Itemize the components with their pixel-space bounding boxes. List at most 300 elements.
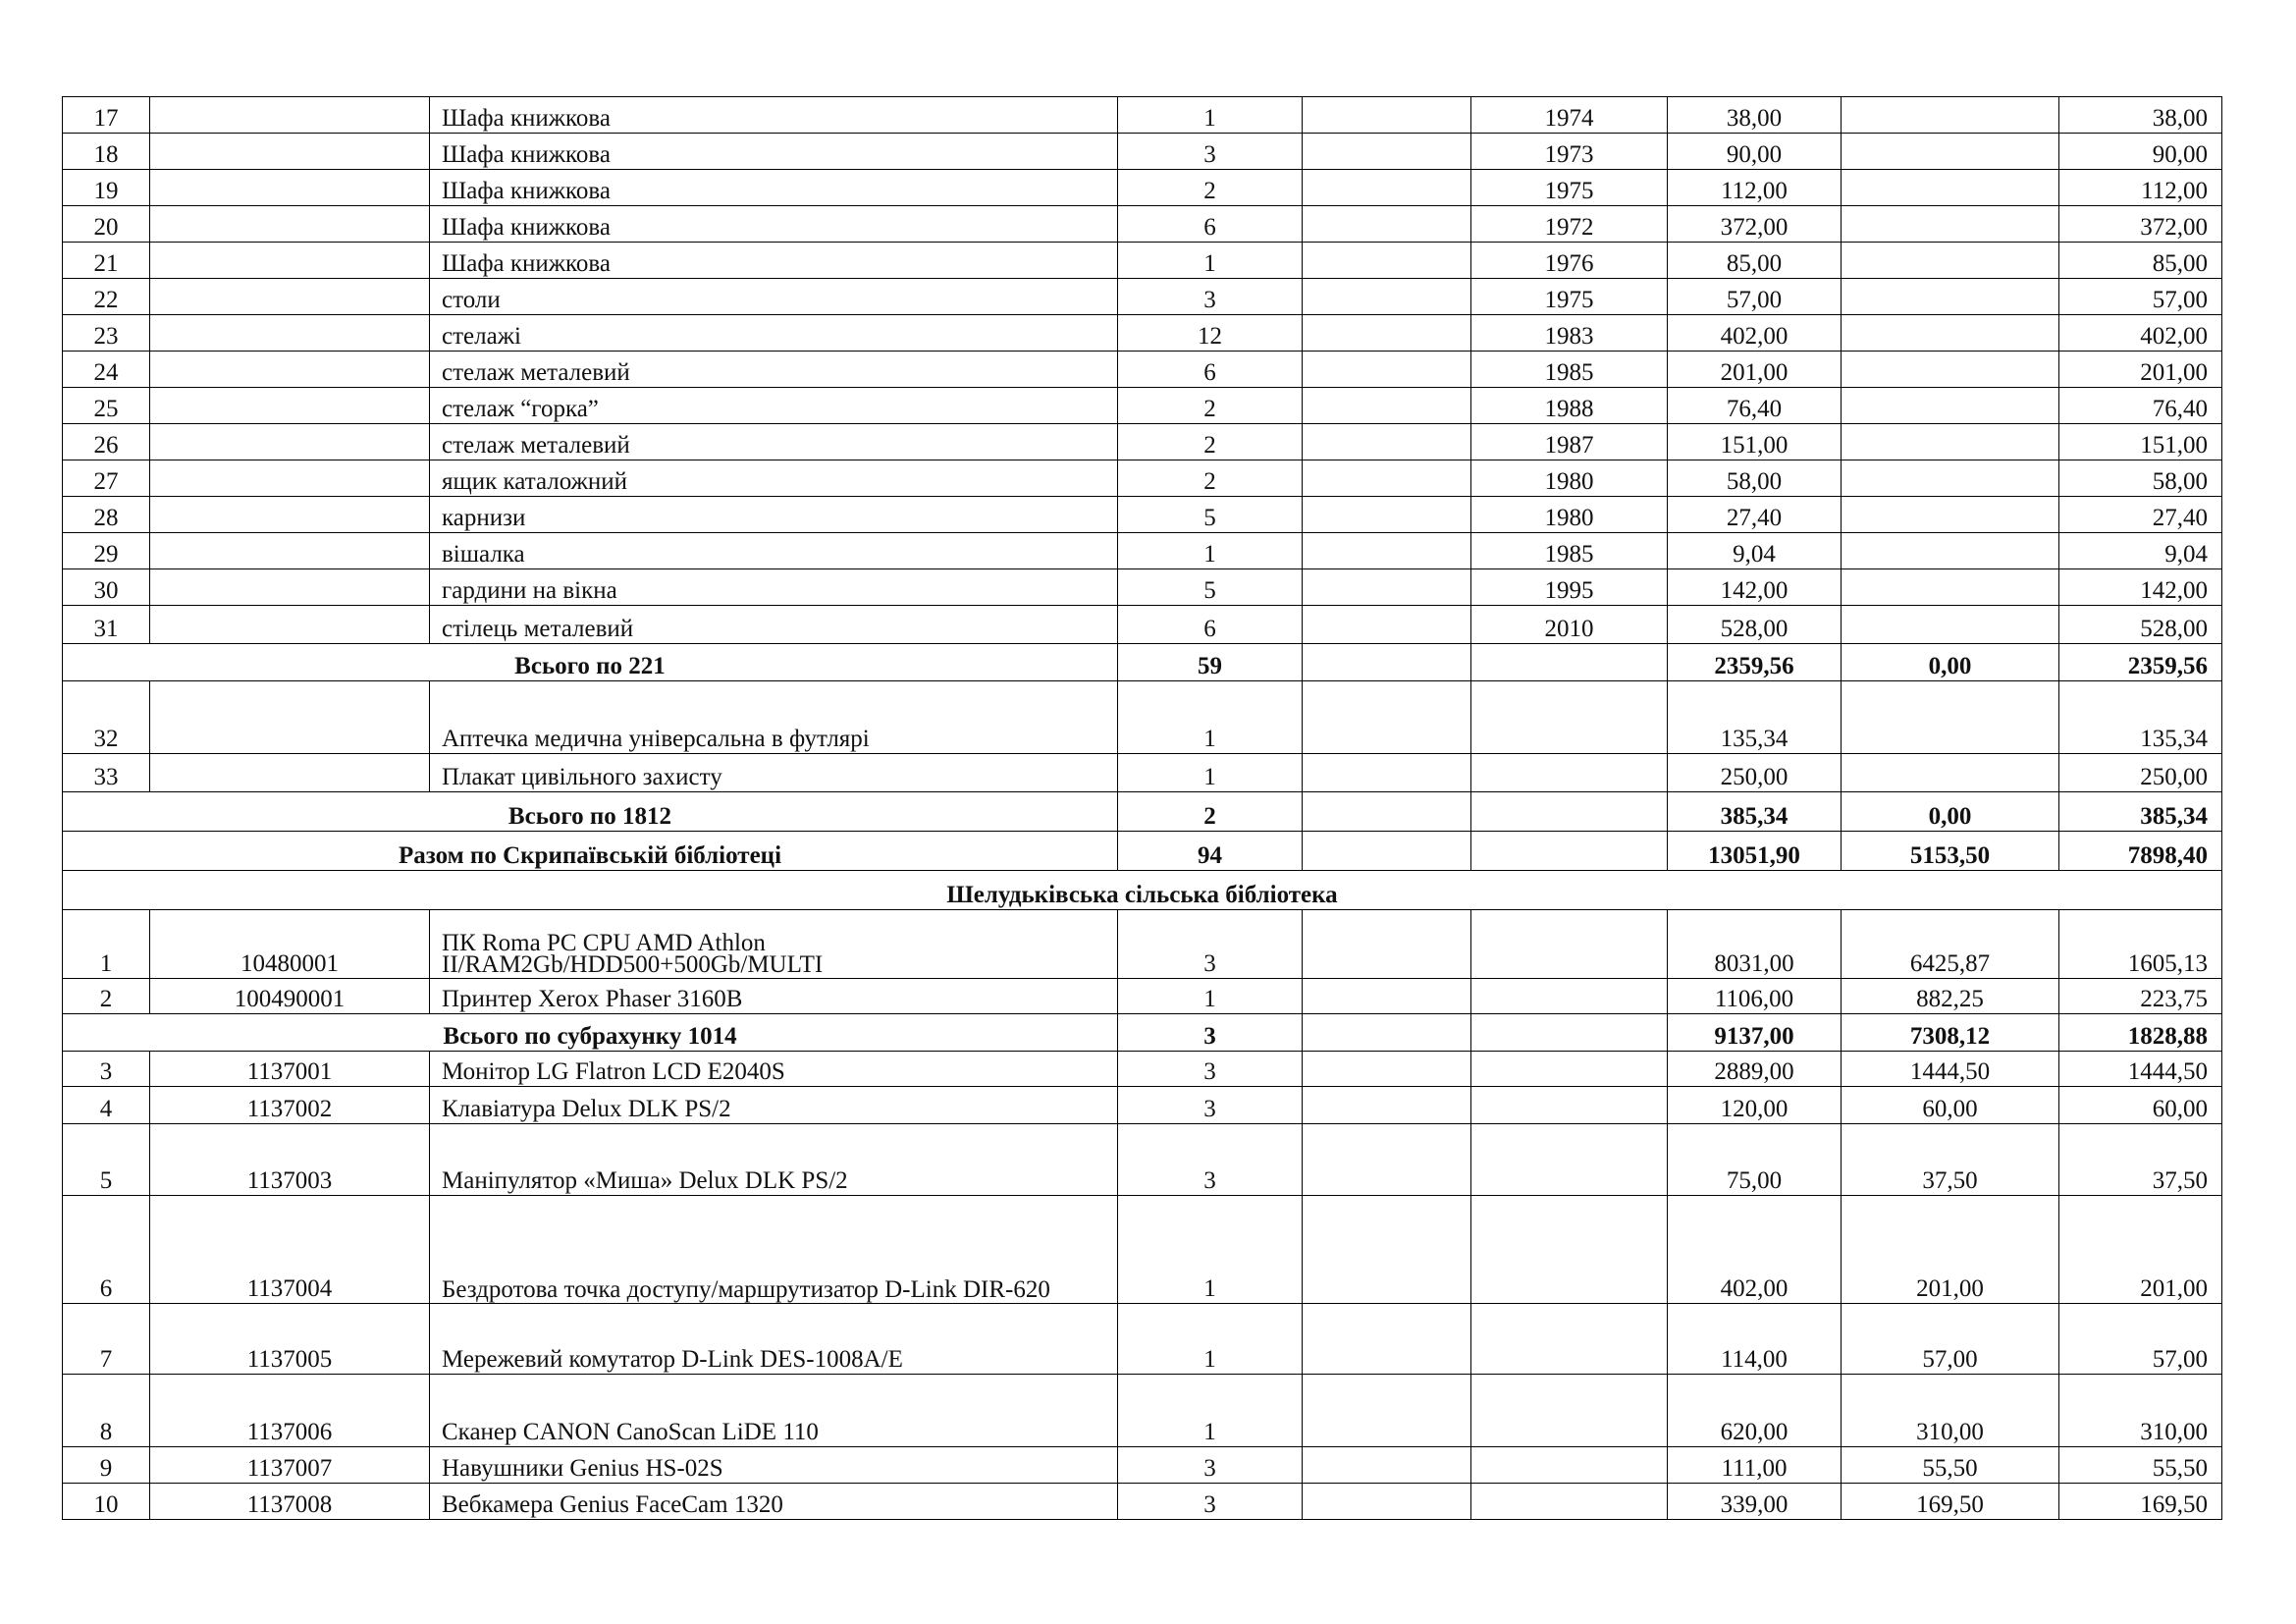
year-cell: 1988 xyxy=(1471,388,1668,424)
item-name-cell: Шафа книжкова xyxy=(430,243,1118,279)
residual-value-cell: 112,00 xyxy=(2059,170,2222,206)
depreciation-cell: 169,50 xyxy=(1842,1484,2059,1520)
unit-cell xyxy=(1303,170,1471,206)
unit-cell xyxy=(1303,1087,1471,1124)
unit-cell xyxy=(1303,1484,1471,1520)
residual-value-cell: 76,40 xyxy=(2059,388,2222,424)
item-name-cell: вішалка xyxy=(430,533,1118,569)
item-name-cell: Плакат цивільного захисту xyxy=(430,754,1118,792)
total-label: Всього по 221 xyxy=(63,644,1118,681)
residual-value-total-cell: 385,34 xyxy=(2059,792,2222,832)
initial-cost-cell: 85,00 xyxy=(1668,243,1842,279)
quantity-cell: 1 xyxy=(1118,681,1303,754)
row-number-cell: 2 xyxy=(63,979,150,1014)
row-number-cell: 7 xyxy=(63,1304,150,1375)
depreciation-cell xyxy=(1842,206,2059,243)
depreciation-cell xyxy=(1842,243,2059,279)
item-name-cell: стелаж металевий xyxy=(430,424,1118,460)
item-name-cell: карнизи xyxy=(430,497,1118,533)
quantity-cell: 12 xyxy=(1118,315,1303,352)
inventory-number-cell xyxy=(150,243,430,279)
inventory-number-cell xyxy=(150,533,430,569)
initial-cost-cell: 27,40 xyxy=(1668,497,1842,533)
residual-value-cell: 250,00 xyxy=(2059,754,2222,792)
year-cell xyxy=(1471,1447,1668,1484)
initial-cost-cell: 528,00 xyxy=(1668,606,1842,644)
item-name-cell: стелаж металевий xyxy=(430,352,1118,388)
quantity-cell: 5 xyxy=(1118,497,1303,533)
quantity-cell: 6 xyxy=(1118,206,1303,243)
depreciation-cell xyxy=(1842,681,2059,754)
unit-cell xyxy=(1303,1124,1471,1196)
table-row xyxy=(63,243,2222,279)
table-row xyxy=(63,1087,2222,1124)
initial-cost-cell: 76,40 xyxy=(1668,388,1842,424)
year-total-cell xyxy=(1471,644,1668,681)
unit-cell xyxy=(1303,910,1471,979)
depreciation-cell: 201,00 xyxy=(1842,1196,2059,1304)
quantity-cell: 2 xyxy=(1118,460,1303,497)
table-row xyxy=(63,1052,2222,1087)
year-cell: 1983 xyxy=(1471,315,1668,352)
item-name-cell: стілець металевий xyxy=(430,606,1118,644)
total-label: Всього по субрахунку 1014 xyxy=(63,1014,1118,1052)
initial-cost-cell: 9,04 xyxy=(1668,533,1842,569)
year-cell xyxy=(1471,1087,1668,1124)
depreciation-cell xyxy=(1842,352,2059,388)
item-name-cell: Шафа книжкова xyxy=(430,170,1118,206)
section-title: Шелудьківська сільська бібліотека xyxy=(63,871,2222,910)
initial-cost-cell: 135,34 xyxy=(1668,681,1842,754)
initial-cost-cell: 142,00 xyxy=(1668,569,1842,606)
depreciation-cell xyxy=(1842,606,2059,644)
table-row xyxy=(63,388,2222,424)
initial-cost-total-cell: 13051,90 xyxy=(1668,832,1842,871)
row-number-cell: 5 xyxy=(63,1124,150,1196)
item-name-cell: Мережевий комутатор D-Link DES-1008A/E xyxy=(430,1304,1118,1375)
table-row xyxy=(63,1196,2222,1304)
year-cell: 1974 xyxy=(1471,97,1668,134)
inventory-number-cell xyxy=(150,352,430,388)
year-cell xyxy=(1471,754,1668,792)
item-name-cell: стелажі xyxy=(430,315,1118,352)
row-number-cell: 32 xyxy=(63,681,150,754)
total-row xyxy=(63,832,2222,871)
table-row xyxy=(63,533,2222,569)
unit-cell xyxy=(1303,206,1471,243)
initial-cost-cell: 2889,00 xyxy=(1668,1052,1842,1087)
quantity-cell: 1 xyxy=(1118,979,1303,1014)
item-name-cell: ПК Roma PC CPU AMD Athlon II/RAM2Gb/HDD500+500Gb/MULTI xyxy=(430,910,1118,979)
residual-value-cell: 201,00 xyxy=(2059,1196,2222,1304)
table-row xyxy=(63,352,2222,388)
depreciation-cell xyxy=(1842,497,2059,533)
item-name-cell: Шафа книжкова xyxy=(430,206,1118,243)
initial-cost-cell: 111,00 xyxy=(1668,1447,1842,1484)
inventory-number-cell xyxy=(150,206,430,243)
row-number-cell: 29 xyxy=(63,533,150,569)
total-row xyxy=(63,1014,2222,1052)
unit-total-cell xyxy=(1303,644,1471,681)
table-row xyxy=(63,569,2222,606)
row-number-cell: 33 xyxy=(63,754,150,792)
residual-value-cell: 310,00 xyxy=(2059,1375,2222,1447)
inventory-number-cell xyxy=(150,97,430,134)
residual-value-cell: 57,00 xyxy=(2059,1304,2222,1375)
initial-cost-cell: 114,00 xyxy=(1668,1304,1842,1375)
initial-cost-cell: 339,00 xyxy=(1668,1484,1842,1520)
row-number-cell: 26 xyxy=(63,424,150,460)
table-row xyxy=(63,754,2222,792)
unit-cell xyxy=(1303,1447,1471,1484)
unit-cell xyxy=(1303,533,1471,569)
inventory-number-cell xyxy=(150,388,430,424)
year-cell: 1976 xyxy=(1471,243,1668,279)
unit-cell xyxy=(1303,569,1471,606)
initial-cost-cell: 250,00 xyxy=(1668,754,1842,792)
residual-value-cell: 402,00 xyxy=(2059,315,2222,352)
quantity-cell: 1 xyxy=(1118,533,1303,569)
item-name-cell: Шафа книжкова xyxy=(430,134,1118,170)
depreciation-cell xyxy=(1842,569,2059,606)
quantity-total-cell: 3 xyxy=(1118,1014,1303,1052)
quantity-cell: 1 xyxy=(1118,1375,1303,1447)
unit-total-cell xyxy=(1303,792,1471,832)
residual-value-cell: 135,34 xyxy=(2059,681,2222,754)
inventory-number-cell: 1137008 xyxy=(150,1484,430,1520)
residual-value-cell: 85,00 xyxy=(2059,243,2222,279)
residual-value-cell: 60,00 xyxy=(2059,1087,2222,1124)
quantity-total-cell: 2 xyxy=(1118,792,1303,832)
row-number-cell: 23 xyxy=(63,315,150,352)
unit-cell xyxy=(1303,424,1471,460)
row-number-cell: 25 xyxy=(63,388,150,424)
quantity-cell: 6 xyxy=(1118,352,1303,388)
quantity-cell: 1 xyxy=(1118,1196,1303,1304)
year-cell xyxy=(1471,1124,1668,1196)
year-cell xyxy=(1471,1196,1668,1304)
quantity-cell: 3 xyxy=(1118,279,1303,315)
item-name-cell: Монітор LG Flatron LCD E2040S xyxy=(430,1052,1118,1087)
row-number-cell: 30 xyxy=(63,569,150,606)
unit-cell xyxy=(1303,134,1471,170)
depreciation-total-cell: 0,00 xyxy=(1842,644,2059,681)
residual-value-cell: 90,00 xyxy=(2059,134,2222,170)
depreciation-cell: 55,50 xyxy=(1842,1447,2059,1484)
item-name-cell: Шафа книжкова xyxy=(430,97,1118,134)
initial-cost-total-cell: 9137,00 xyxy=(1668,1014,1842,1052)
year-cell: 2010 xyxy=(1471,606,1668,644)
year-cell xyxy=(1471,681,1668,754)
inventory-number-cell xyxy=(150,315,430,352)
depreciation-cell: 57,00 xyxy=(1842,1304,2059,1375)
item-name-cell: Вебкамера Genius FaceCam 1320 xyxy=(430,1484,1118,1520)
unit-cell xyxy=(1303,97,1471,134)
year-cell: 1980 xyxy=(1471,497,1668,533)
initial-cost-cell: 372,00 xyxy=(1668,206,1842,243)
depreciation-cell xyxy=(1842,388,2059,424)
item-name-cell: Навушники Genius HS-02S xyxy=(430,1447,1118,1484)
row-number-cell: 22 xyxy=(63,279,150,315)
residual-value-cell: 9,04 xyxy=(2059,533,2222,569)
initial-cost-cell: 201,00 xyxy=(1668,352,1842,388)
year-cell: 1972 xyxy=(1471,206,1668,243)
inventory-number-cell: 1137004 xyxy=(150,1196,430,1304)
depreciation-cell xyxy=(1842,315,2059,352)
inventory-number-cell: 1137006 xyxy=(150,1375,430,1447)
table-row xyxy=(63,460,2222,497)
residual-value-cell: 38,00 xyxy=(2059,97,2222,134)
unit-cell xyxy=(1303,754,1471,792)
year-cell: 1975 xyxy=(1471,170,1668,206)
initial-cost-cell: 57,00 xyxy=(1668,279,1842,315)
item-name-cell: Аптечка медична універсальна в футлярі xyxy=(430,681,1118,754)
row-number-cell: 9 xyxy=(63,1447,150,1484)
row-number-cell: 28 xyxy=(63,497,150,533)
table-row xyxy=(63,1447,2222,1484)
initial-cost-cell: 120,00 xyxy=(1668,1087,1842,1124)
table-row xyxy=(63,279,2222,315)
quantity-cell: 3 xyxy=(1118,1124,1303,1196)
unit-cell xyxy=(1303,497,1471,533)
residual-value-total-cell: 7898,40 xyxy=(2059,832,2222,871)
residual-value-cell: 142,00 xyxy=(2059,569,2222,606)
quantity-cell: 3 xyxy=(1118,134,1303,170)
unit-cell xyxy=(1303,1052,1471,1087)
depreciation-cell xyxy=(1842,754,2059,792)
residual-value-cell: 372,00 xyxy=(2059,206,2222,243)
item-name-cell: Принтер Xerox Phaser 3160B xyxy=(430,979,1118,1014)
residual-value-cell: 528,00 xyxy=(2059,606,2222,644)
initial-cost-cell: 620,00 xyxy=(1668,1375,1842,1447)
item-name-cell: стелаж “горка” xyxy=(430,388,1118,424)
residual-value-total-cell: 1828,88 xyxy=(2059,1014,2222,1052)
quantity-cell: 1 xyxy=(1118,1304,1303,1375)
depreciation-cell xyxy=(1842,97,2059,134)
year-cell: 1995 xyxy=(1471,569,1668,606)
row-number-cell: 1 xyxy=(63,910,150,979)
quantity-cell: 3 xyxy=(1118,910,1303,979)
depreciation-total-cell: 0,00 xyxy=(1842,792,2059,832)
quantity-cell: 1 xyxy=(1118,243,1303,279)
unit-cell xyxy=(1303,388,1471,424)
depreciation-cell: 60,00 xyxy=(1842,1087,2059,1124)
residual-value-cell: 223,75 xyxy=(2059,979,2222,1014)
inventory-number-cell xyxy=(150,170,430,206)
residual-value-cell: 201,00 xyxy=(2059,352,2222,388)
depreciation-total-cell: 5153,50 xyxy=(1842,832,2059,871)
year-cell: 1973 xyxy=(1471,134,1668,170)
quantity-cell: 2 xyxy=(1118,170,1303,206)
inventory-number-cell xyxy=(150,497,430,533)
row-number-cell: 24 xyxy=(63,352,150,388)
residual-value-total-cell: 2359,56 xyxy=(2059,644,2222,681)
table-row xyxy=(63,497,2222,533)
initial-cost-cell: 58,00 xyxy=(1668,460,1842,497)
row-number-cell: 18 xyxy=(63,134,150,170)
initial-cost-cell: 402,00 xyxy=(1668,1196,1842,1304)
initial-cost-cell: 75,00 xyxy=(1668,1124,1842,1196)
year-cell xyxy=(1471,1052,1668,1087)
depreciation-cell xyxy=(1842,279,2059,315)
inventory-number-cell: 1137007 xyxy=(150,1447,430,1484)
year-cell xyxy=(1471,979,1668,1014)
item-name-cell: Сканер CANON CanoScan LiDE 110 xyxy=(430,1375,1118,1447)
table-row xyxy=(63,134,2222,170)
item-name-cell: ящик каталожний xyxy=(430,460,1118,497)
table-row xyxy=(63,424,2222,460)
residual-value-cell: 58,00 xyxy=(2059,460,2222,497)
quantity-cell: 2 xyxy=(1118,388,1303,424)
item-name-cell: гардини на вікна xyxy=(430,569,1118,606)
table-row xyxy=(63,979,2222,1014)
inventory-number-cell xyxy=(150,134,430,170)
depreciation-cell: 6425,87 xyxy=(1842,910,2059,979)
table-row xyxy=(63,1124,2222,1196)
inventory-number-cell: 10480001 xyxy=(150,910,430,979)
residual-value-cell: 1444,50 xyxy=(2059,1052,2222,1087)
residual-value-cell: 27,40 xyxy=(2059,497,2222,533)
table-row xyxy=(63,1375,2222,1447)
year-cell: 1985 xyxy=(1471,352,1668,388)
quantity-cell: 6 xyxy=(1118,606,1303,644)
unit-total-cell xyxy=(1303,832,1471,871)
year-cell xyxy=(1471,1375,1668,1447)
section-header-row xyxy=(63,871,2222,910)
row-number-cell: 6 xyxy=(63,1196,150,1304)
initial-cost-cell: 151,00 xyxy=(1668,424,1842,460)
unit-cell xyxy=(1303,606,1471,644)
table-row xyxy=(63,910,2222,979)
year-cell xyxy=(1471,1304,1668,1375)
residual-value-cell: 57,00 xyxy=(2059,279,2222,315)
inventory-number-cell xyxy=(150,681,430,754)
residual-value-cell: 1605,13 xyxy=(2059,910,2222,979)
depreciation-cell: 37,50 xyxy=(1842,1124,2059,1196)
inventory-number-cell xyxy=(150,279,430,315)
row-number-cell: 3 xyxy=(63,1052,150,1087)
unit-cell xyxy=(1303,979,1471,1014)
quantity-total-cell: 94 xyxy=(1118,832,1303,871)
year-total-cell xyxy=(1471,1014,1668,1052)
unit-cell xyxy=(1303,460,1471,497)
depreciation-cell xyxy=(1842,533,2059,569)
inventory-number-cell xyxy=(150,569,430,606)
table-row xyxy=(63,170,2222,206)
row-number-cell: 10 xyxy=(63,1484,150,1520)
depreciation-cell xyxy=(1842,134,2059,170)
initial-cost-cell: 90,00 xyxy=(1668,134,1842,170)
year-cell: 1987 xyxy=(1471,424,1668,460)
residual-value-cell: 55,50 xyxy=(2059,1447,2222,1484)
inventory-number-cell xyxy=(150,754,430,792)
total-label: Всього по 1812 xyxy=(63,792,1118,832)
item-name-cell: Бездротова точка доступу/маршрутизатор D-Link DIR-620 xyxy=(430,1196,1118,1304)
row-number-cell: 27 xyxy=(63,460,150,497)
initial-cost-cell: 1106,00 xyxy=(1668,979,1842,1014)
total-row xyxy=(63,644,2222,681)
initial-cost-total-cell: 385,34 xyxy=(1668,792,1842,832)
depreciation-cell: 882,25 xyxy=(1842,979,2059,1014)
residual-value-cell: 169,50 xyxy=(2059,1484,2222,1520)
residual-value-cell: 37,50 xyxy=(2059,1124,2222,1196)
row-number-cell: 31 xyxy=(63,606,150,644)
total-row xyxy=(63,792,2222,832)
table-row xyxy=(63,206,2222,243)
inventory-number-cell xyxy=(150,460,430,497)
quantity-total-cell: 59 xyxy=(1118,644,1303,681)
row-number-cell: 19 xyxy=(63,170,150,206)
table-row xyxy=(63,681,2222,754)
unit-cell xyxy=(1303,681,1471,754)
initial-cost-cell: 38,00 xyxy=(1668,97,1842,134)
unit-cell xyxy=(1303,243,1471,279)
unit-cell xyxy=(1303,1304,1471,1375)
quantity-cell: 3 xyxy=(1118,1087,1303,1124)
quantity-cell: 2 xyxy=(1118,424,1303,460)
quantity-cell: 3 xyxy=(1118,1484,1303,1520)
initial-cost-cell: 112,00 xyxy=(1668,170,1842,206)
unit-cell xyxy=(1303,1375,1471,1447)
inventory-number-cell: 100490001 xyxy=(150,979,430,1014)
table-row xyxy=(63,97,2222,134)
item-name-cell: Клавіатура Delux DLK PS/2 xyxy=(430,1087,1118,1124)
initial-cost-cell: 402,00 xyxy=(1668,315,1842,352)
year-cell: 1975 xyxy=(1471,279,1668,315)
quantity-cell: 3 xyxy=(1118,1447,1303,1484)
inventory-number-cell: 1137005 xyxy=(150,1304,430,1375)
table-row xyxy=(63,315,2222,352)
quantity-cell: 1 xyxy=(1118,754,1303,792)
table-row xyxy=(63,606,2222,644)
unit-total-cell xyxy=(1303,1014,1471,1052)
row-number-cell: 8 xyxy=(63,1375,150,1447)
total-label: Разом по Скрипаївській бібліотеці xyxy=(63,832,1118,871)
depreciation-cell xyxy=(1842,424,2059,460)
item-name-cell: столи xyxy=(430,279,1118,315)
unit-cell xyxy=(1303,352,1471,388)
year-total-cell xyxy=(1471,832,1668,871)
row-number-cell: 17 xyxy=(63,97,150,134)
row-number-cell: 20 xyxy=(63,206,150,243)
year-total-cell xyxy=(1471,792,1668,832)
initial-cost-cell: 8031,00 xyxy=(1668,910,1842,979)
unit-cell xyxy=(1303,1196,1471,1304)
depreciation-cell xyxy=(1842,460,2059,497)
table-row xyxy=(63,1484,2222,1520)
depreciation-cell xyxy=(1842,170,2059,206)
inventory-number-cell xyxy=(150,424,430,460)
year-cell xyxy=(1471,1484,1668,1520)
inventory-number-cell: 1137001 xyxy=(150,1052,430,1087)
unit-cell xyxy=(1303,315,1471,352)
year-cell: 1980 xyxy=(1471,460,1668,497)
item-name-cell: Маніпулятор «Миша» Delux DLK PS/2 xyxy=(430,1124,1118,1196)
year-cell xyxy=(1471,910,1668,979)
row-number-cell: 21 xyxy=(63,243,150,279)
inventory-number-cell: 1137003 xyxy=(150,1124,430,1196)
inventory-number-cell xyxy=(150,606,430,644)
depreciation-cell: 1444,50 xyxy=(1842,1052,2059,1087)
inventory-table xyxy=(62,96,2222,1520)
inventory-number-cell: 1137002 xyxy=(150,1087,430,1124)
residual-value-cell: 151,00 xyxy=(2059,424,2222,460)
row-number-cell: 4 xyxy=(63,1087,150,1124)
year-cell: 1985 xyxy=(1471,533,1668,569)
unit-cell xyxy=(1303,279,1471,315)
depreciation-cell: 310,00 xyxy=(1842,1375,2059,1447)
initial-cost-total-cell: 2359,56 xyxy=(1668,644,1842,681)
